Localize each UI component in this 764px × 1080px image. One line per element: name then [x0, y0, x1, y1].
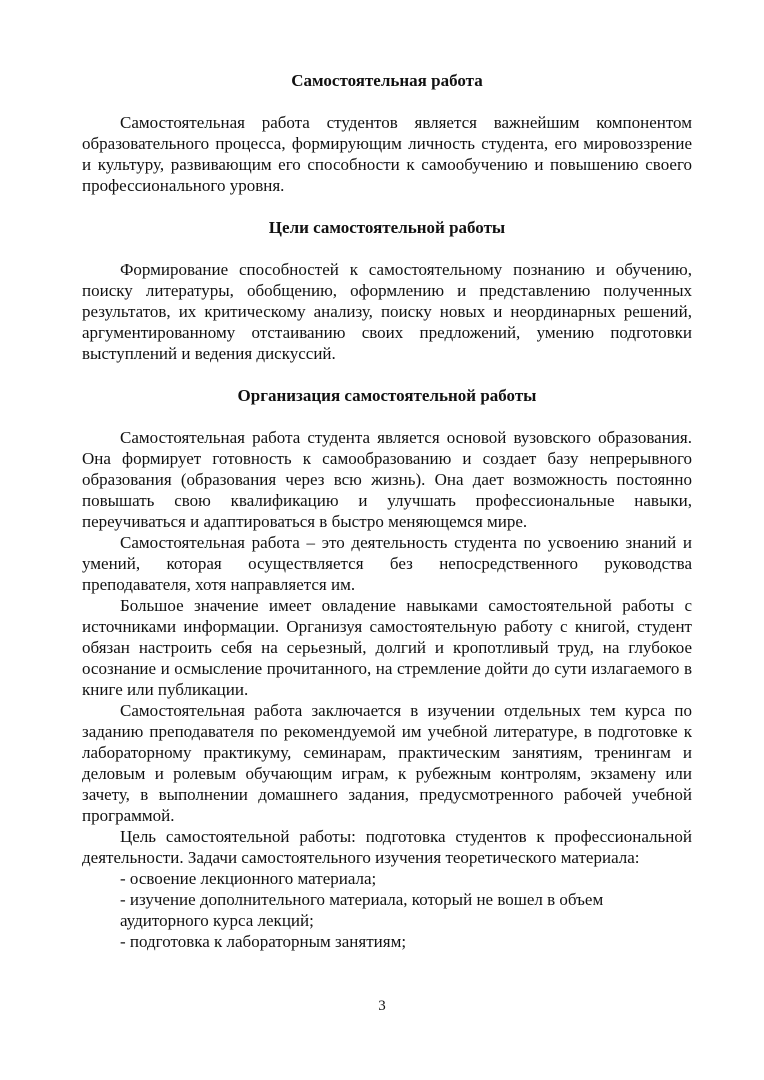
- paragraph: Самостоятельная работа студента является основой вузовского образования. Она формирует готовность к самообразованию и создает базу непрерывного образования (образования через всю жизнь). Она дает возможность постоянно повышать свою квалификацию и улучшать профессиональные навыки, переучиваться и адаптироваться в быстро меняющемся мире.: [82, 428, 692, 531]
- task-list: [82, 868, 692, 952]
- section-heading-organization: Организация самостоятельной работы: [237, 386, 537, 405]
- paragraph: Самостоятельная работа – это деятельность студента по усвоению знаний и умений, которая осуществляется без непосредственного руководства преподавателя, хотя направляется им.: [82, 533, 692, 594]
- paragraph: Большое значение имеет овладение навыками самостоятельной работы с источниками информации. Организуя самостоятельную работу с книгой, студент обязан настроить себя на серьезный, долгий и кропотливый труд, на глубокое осознание и осмысление прочитанного, на стремление дойти до сути излагаемого в книге или публикации.: [82, 596, 692, 699]
- paragraph: Самостоятельная работа студентов является важнейшим компонентом образовательного процесса, формирующим личность студента, его мировоззрение и культуру, развивающим его способности к самообучению и повышению своего профессионального уровня.: [82, 113, 692, 195]
- paragraph: Формирование способностей к самостоятельному познанию и обучению, поиску литературы, обобщению, оформлению и представлению полученных результатов, их критическому анализу, поиску новых и неординарных решений, аргументированному отстаиванию своих предложений, умению подготовки выступлений и ведения дискуссий.: [82, 260, 692, 363]
- list-item: - подготовка к лабораторным занятиям;: [120, 932, 407, 951]
- paragraph: Цель самостоятельной работы: подготовка студентов к профессиональной деятельности. Задачи самостоятельного изучения теоретического материала:: [82, 827, 692, 867]
- section-heading-goals: Цели самостоятельной работы: [268, 218, 506, 237]
- paragraph: Самостоятельная работа заключается в изучении отдельных тем курса по заданию преподавателя по рекомендуемой им учебной литературе, в подготовке к лабораторному практикуму, семинарам, практическим занятиям, тренингам и деловым и ролевым обучающим играм, к рубежным контролям, экзамену или зачету, в выполнении домашнего задания, предусмотренного рабочей учебной программой.: [82, 701, 692, 825]
- list-item: - изучение дополнительного материала, который не вошел в объем аудиторного курса лекций;: [120, 890, 604, 930]
- page-number: 3: [378, 998, 386, 1014]
- list-item: - освоение лекционного материала;: [120, 869, 377, 888]
- page-content: [82, 70, 692, 952]
- section-heading-independent-work: Самостоятельная работа: [291, 71, 483, 90]
